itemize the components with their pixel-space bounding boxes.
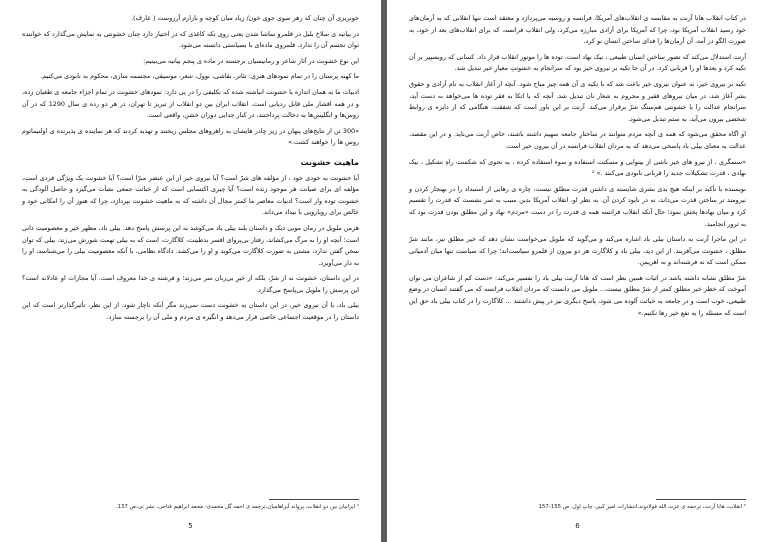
- paragraph: «ستمگری ، از نیرو های خیر ناشی از بینوایی و مسکنت استفاده و سوء استفاده کرده ، به نحوی که شکست راهِ تشکیل ، نیک نهادی ، قدرت تشکیلات جدید را قربانی نابودی می‌کنند .» ²: [409, 157, 746, 178]
- paragraph: این نوع خشونت در آثار شاعر و رمانیسیان برجسته در ماده ی پنجم بیانیه می‌بینیم:: [143, 56, 359, 65]
- paragraph: ادبیات ما به همان اندازه با خشونت انباشته شده که تکلیفی را در پی دارد: نمودهای خشونت در تمام اجزاء جامعه ی طغیان زده، و در همه اقشار ملی قابل ردیابی است. انقلاب ایران بین دو انقلاب از تبریز تا تهران، در هر دو رده ی سال 1290 که در آن روس‌ها و انگلیس‌ها به دخالت پرداختند، در کنار جدایی دوران خشن، واقعی است.: [22, 87, 359, 120]
- paragraph: نویسنده با تأکید بر اینکه هیچ بدی بشری شایسته ی داشتن قدرت مطلق نیست، چاره ی رهایی از استبداد را در بهنجار کردن و نیرومند تر ساختن قدرت می‌داند، نه در نابود کردن آن. به نظر او، انقلاب آمریکا بدین سبب به ثمر نشست که قدرت را تقسیم کرد و میان نهادها پخش نمود؛ حال آنکه انقلاب فرانسه همه ی قدرت را در دست «مردم» نهاد و این مطلق بودن قدرت بود که به ترور انجامید.: [409, 184, 746, 228]
- footnote-area: [409, 499, 746, 512]
- paragraph: تکیه بر نیروی خیر، به عنوان نیروی خیر باعث شد که با تکیه ی آن همه چیز مباح شود. آنچه از آغاز انقلاب به نام آزادی و حقوق بشر آغاز شد، در میان نیروهای فقیر و محروم به شعار نان تبدیل شد. آنچه که با اتکا به فقر توده ها می‌خواهد به دست آید، سرانجام عدالت را با خشونتی هم‌سنگ شرّ برقرار می‌کند. آرنت بر این باور است که شفقت، هنگامی که از دایره ی روابط شخصی بیرون می‌آید، به ستم تبدیل می‌شود.: [409, 79, 746, 123]
- paragraph: آیا خشونت به خودی خود ، از مؤلفه های شرّ است؟ آیا نیروی خیر از این عنصر مبرّا است؟ آیا خشونت یک ویژگی فردی است، مؤلفه ای برای صیانت هر موجود زنده است؟ آیا چیزی اکتسابی است که از خباثت جمعی نشأت می‌گیرد و حاصل آلودگی به خشونت توده وار است؟ ادبیات معاصر ما کمتر مجال آن داشته که به ماهیت خشونت بپردازد، چرا که هنوز آن را امکانی خود و خالص برای رویارویی با بیداد می‌داند.: [22, 173, 359, 217]
- paragraph: در بیانیه ی سلاخ بلبل در قلمرو تماشا شدن یعنی روی تکه کاغذی که در اختیار دارد چنان خشونتی به نمایش می‌گذارد که خواننده توان تجسم آن را ندارد. قلمروی ماده‌ای با بسیاستی دانسته می‌شود.: [22, 29, 359, 50]
- footnote: ¹ ایرانیان بین دو انقلاب، پرواند آبراهامیان،ترجمه ی احمد گل محمدی- محمد ابراهیم فتاحی، نشر نی،ص 137.: [115, 504, 359, 510]
- paragraph: در این ماجرا آرنت به داستان بیلی باد اشاره می‌کند و می‌گوید که ملویل می‌خواست نشان دهد که خیر مطلق نیز، مانند شرّ مطلق ، خشونت می‌آفریند. از این دید، بیلی باد و کلاگارت هر دو بیرون از قلمرو سیاست‌اند؛ چرا که سیاست تنها میان آدمیانی ممکن است که نه فرشته‌اند و نه اهریمن.: [409, 235, 746, 267]
- right-page-body: [409, 13, 746, 323]
- paragraph: خونریزی آن چنان که زهر سوی جوی خون/ زیاد میان کوچه و بازارم آرزوست ( عارف).: [130, 14, 359, 22]
- left-page: [0, 0, 381, 542]
- paragraph: در کتاب انقلاب هانا آرنت به مقایسه ی انقلاب‌های آمریکا، فرانسه و روسیه می‌پردازد و معتقد است تنها انقلابی که به آرمان‌های خود رسید انقلاب آمریکا بود، چرا که آمریکا برای آزادی مبارزه می‌کرد، ولی انقلاب فرانسه، که برای انقلاب‌های بعد از خود، به صورت الگو در آمد، آن آرمان‌ها را فدای ساختن انسانِ نو کرد.: [409, 14, 746, 46]
- page-number: 6: [575, 522, 580, 530]
- paragraph: «300 تن از نتایج‌های پنهان در زیر چادر هایشان به راهروهای مجلس ریختند و تهدید کردند که هر نماینده ی پذیرنده ی اولتیماتوم روس ها را خواهند کشت.»: [22, 126, 359, 147]
- paragraph: ما کهنه پرستان را در تمام نمودهای هنری: تئاتر، نقاشی، نوول، شعر، موسیقی، مجسمه سازی، محکوم به نابودی می‌کنیم.: [40, 72, 359, 81]
- paragraph: شرّ مطلق نشانه داشته باشد در اثبات همین نظر است که هانا آرنت بیلی باد را تفسیر می‌کند: «دست کم از شاعران می توان آموخت که خطر خیر مطلق کمتر از شرّ مطلق نیست... ملویل می دانست که مردان انقلاب فرانسه که می گفتند انسان در وضع طبیعی، خوب است و در جامعه به خباثت آلوده می شود، پاسخ دیگری نیز در پیش داشتند ... کلاگارت را در کتاب بیلی باد حق این است که مسئله را به نفع خیر رها نکنیم.»: [409, 273, 746, 317]
- paragraph: او اگاه محقق می‌شود که همه ی آنچه مردم متوانند در ساختارِ جامعه سهیم داشته باشند، خاص آرنت می‌ناید. و در این مقصد، عدالت به معنای بیلی باد پاسخی می‌دهد که به مردان انقلاب فرانسه در آن بیرون خیر است.: [409, 130, 746, 150]
- paragraph: بیلی باد، با آن نیروی خیر، در این داستان به خشونت دست نمی‌زند مگر آنکه ناچار شود. از این نظر، تأثیرگذارتر است که این داستان را در موقعیت اجتماعی خاصی قرار می‌دهد و انگیزه ی مردم و ملی آن را برجسته سازد.: [22, 301, 359, 322]
- footnote-divider: [269, 499, 359, 500]
- footnote-area: [22, 499, 359, 512]
- footnote-divider: [656, 499, 746, 500]
- paragraph: در این داستان، خشونت نه از شرّ، بلکه از خیرِ بی‌زبان سر می‌زند؛ و فرشته ی خدا معروف است. آیا مجازات او عادلانه است؟ این پرسش را ملویل بی‌پاسخ می‌گذارد.: [22, 274, 359, 294]
- page-number: 5: [188, 522, 193, 530]
- right-page: [387, 0, 768, 542]
- section-heading: ماهیت خشونت: [300, 157, 359, 167]
- left-page-body: [22, 13, 359, 328]
- paragraph: هرمن ملویل در رمان موبی دیک و داستان بلند بیلی باد می‌کوشد به این پرسش پاسخ دهد. بیلی باد، مظهر خیر و معصومیت ذاتی است؛ آنچه او را به مرگ می‌کشاند، رفتار بی‌پروای افسر بدطینت، کلاگارت، است که به بیلی تهمت شورش می‌زند. بیلی که توان سخن گفتن ندارد، مشتی به صورت کلاگارت می‌کوبد و او را می‌کشد. دادگاه نظامی، با آنکه معصومیت بیلی را می‌شناسد، او را به دار می‌آویزد.: [22, 223, 359, 267]
- footnote: ² انقلاب، هانا آرنت، ترجمه ی عزت الله فولادوند،انتشارات امیر کبیر، چاپ اول، ص 155-157: [538, 504, 746, 510]
- paragraph: آرنت استدلال می‌کند که تصور ساختن انسان طبیعی ، نیک نهاد است، توده ها را موتور انقلاب قرار داد. کسانی که روبسپیر بر آن تکیه کرد و بعدها او را قربانی کرد. در آن جا تکیه بر نیروی خیر بود که سرانجام به خشونتِ معیارِ خیر تبدیل شد.: [409, 52, 746, 73]
